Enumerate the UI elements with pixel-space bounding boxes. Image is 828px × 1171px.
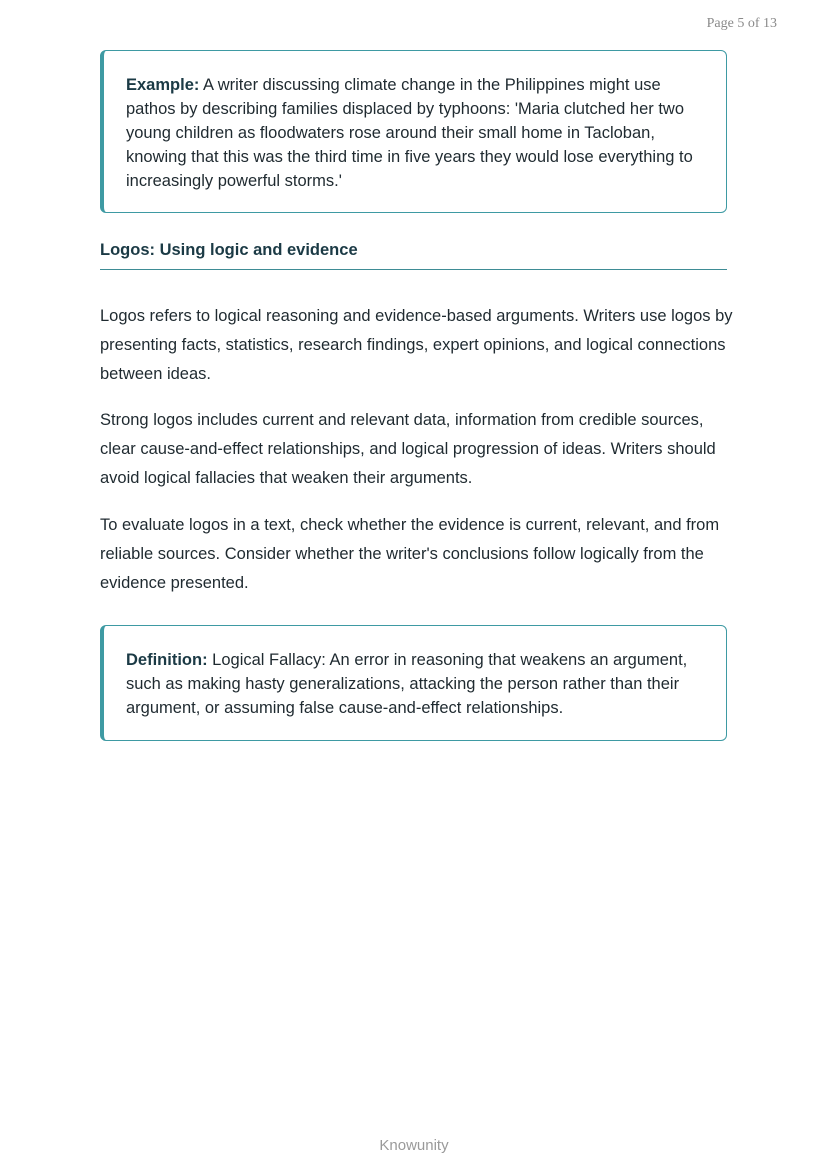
paragraph-1: Logos refers to logical reasoning and evidence-based arguments. Writers use logos by presenting facts, statistics, research findings, expert opinions, and logical connections between ideas.	[100, 307, 733, 383]
paragraph-2: Strong logos includes current and relevant data, information from credible sources, clear cause-and-effect relationships, and logical progression of ideas. Writers should avoid logical fallacies that weaken their arguments.	[100, 411, 716, 487]
example-callout	[100, 50, 727, 213]
definition-label: Definition:	[126, 651, 208, 669]
footer-brand: Knowunity	[379, 1137, 449, 1154]
definition-text: Logical Fallacy: An error in reasoning that weakens an argument, such as making hasty generalizations, attacking the person rather than their argument, or assuming false cause-and-effect relationships.	[126, 651, 688, 717]
example-label: Example:	[126, 76, 200, 94]
section-heading: Logos: Using logic and evidence	[100, 241, 727, 270]
page-number: Page 5 of 13	[706, 16, 777, 31]
example-text: A writer discussing climate change in the Philippines might use pathos by describing families displaced by typhoons: 'Maria clutched her two young children as floodwaters rose around their small home in Tacloban, knowing that this was the third time in five years they would lose everything to increasingly powerful storms.'	[126, 76, 693, 190]
paragraph-3: To evaluate logos in a text, check whether the evidence is current, relevant, and from reliable sources. Consider whether the writer's conclusions follow logically from the evidence presented.	[100, 516, 720, 592]
definition-callout	[100, 625, 727, 741]
